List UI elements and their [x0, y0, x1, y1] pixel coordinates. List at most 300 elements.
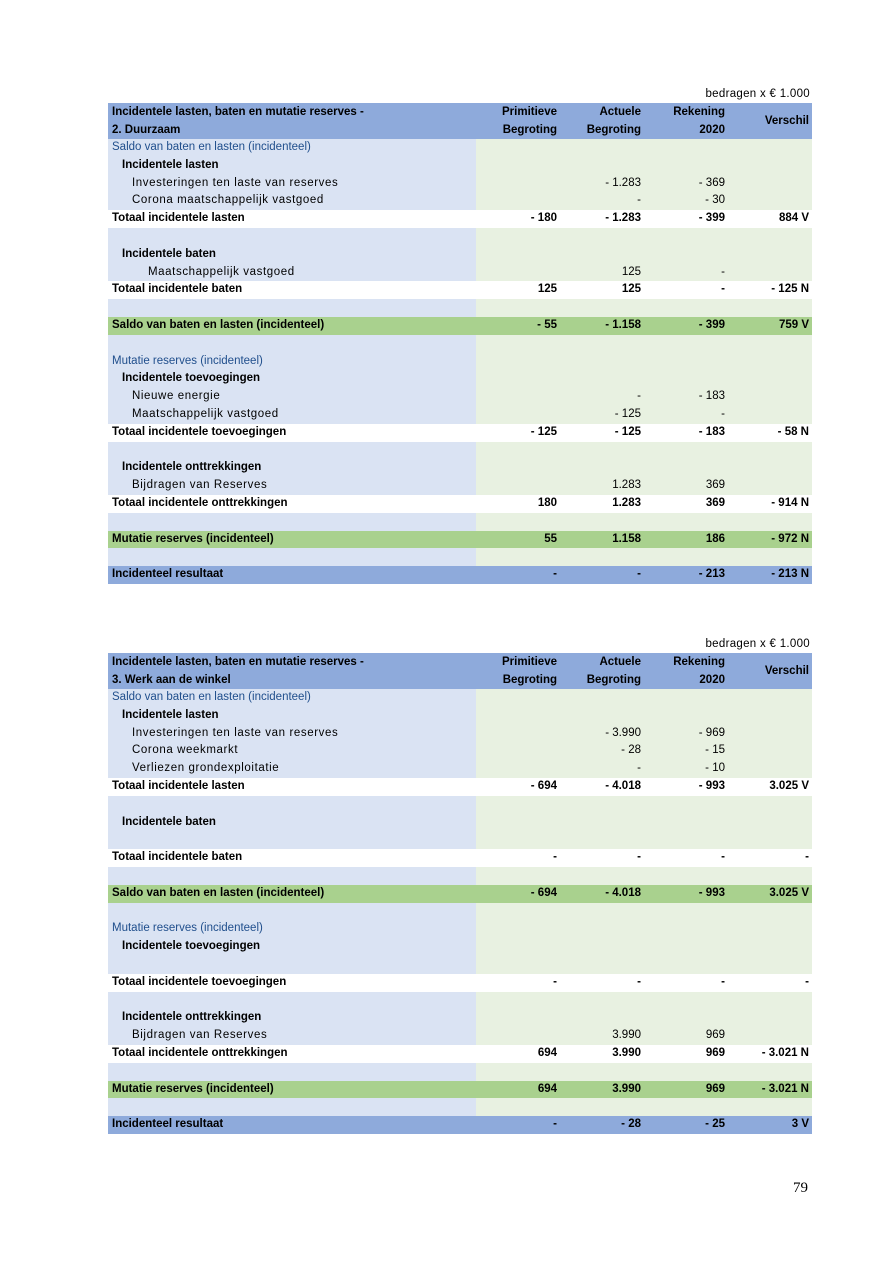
cell-verschil: 884 V: [728, 210, 812, 228]
spacer-row: [108, 1098, 812, 1116]
cell-rekening: -: [644, 281, 728, 299]
cell-rekening: - 25: [644, 1116, 728, 1134]
cell-rekening: 969: [644, 1081, 728, 1099]
cell-primitieve: [476, 956, 560, 974]
cell-rekening: [644, 353, 728, 371]
row-label: Maatschappelijk vastgoed: [108, 264, 476, 282]
cell-actuele: 3.990: [560, 1081, 644, 1099]
cell-rekening: [644, 1098, 728, 1116]
spacer-row: [108, 956, 812, 974]
cell-verschil: 3 V: [728, 1116, 812, 1134]
cell-primitieve: [476, 388, 560, 406]
cell-primitieve: 55: [476, 531, 560, 549]
cell-primitieve: [476, 192, 560, 210]
cell-rekening: - 399: [644, 317, 728, 335]
cell-actuele: [560, 903, 644, 921]
row-label: [108, 1063, 476, 1081]
cell-primitieve: [476, 903, 560, 921]
cell-rekening: [644, 956, 728, 974]
cell-primitieve: - 694: [476, 778, 560, 796]
cell-verschil: [728, 175, 812, 193]
cell-rekening: - 15: [644, 742, 728, 760]
row-label: [108, 867, 476, 885]
row-label: Maatschappelijk vastgoed: [108, 406, 476, 424]
row-label: Incidentele onttrekkingen: [108, 459, 476, 477]
cell-primitieve: - 125: [476, 424, 560, 442]
cell-actuele: [560, 831, 644, 849]
row-label: Totaal incidentele lasten: [108, 210, 476, 228]
cell-rekening: 369: [644, 477, 728, 495]
cell-primitieve: [476, 175, 560, 193]
row-label: Verliezen grondexploitatie: [108, 760, 476, 778]
row-label: Mutatie reserves (incidenteel): [108, 531, 476, 549]
header-title: Incidentele lasten, baten en mutatie reserves - 2. Duurzaam: [108, 103, 476, 139]
row-label: [108, 903, 476, 921]
cell-rekening: [644, 370, 728, 388]
table-werk-aan-de-winkel: [108, 653, 812, 1134]
cell-primitieve: [476, 459, 560, 477]
cell-primitieve: [476, 796, 560, 814]
row-label: [108, 335, 476, 353]
row-label: Saldo van baten en lasten (incidenteel): [108, 317, 476, 335]
cell-verschil: -: [728, 849, 812, 867]
cell-rekening: [644, 707, 728, 725]
row-label: Corona maatschappelijk vastgoed: [108, 192, 476, 210]
spacer-row: [108, 442, 812, 460]
cell-actuele: - 28: [560, 742, 644, 760]
row-label: [108, 992, 476, 1010]
row-label: Incidentele baten: [108, 246, 476, 264]
cell-verschil: [728, 513, 812, 531]
cell-actuele: [560, 1063, 644, 1081]
cell-verschil: - 972 N: [728, 531, 812, 549]
cell-actuele: [560, 157, 644, 175]
row-label: [108, 228, 476, 246]
cell-actuele: -: [560, 566, 644, 584]
cell-primitieve: [476, 992, 560, 1010]
cell-actuele: 3.990: [560, 1027, 644, 1045]
header-col-rekening: Rekening 2020: [644, 653, 728, 689]
cell-rekening: [644, 335, 728, 353]
cell-actuele: [560, 867, 644, 885]
cell-verschil: [728, 956, 812, 974]
cell-actuele: [560, 353, 644, 371]
table-row: [108, 477, 812, 495]
cell-actuele: - 125: [560, 406, 644, 424]
cell-verschil: [728, 459, 812, 477]
row-label: Saldo van baten en lasten (incidenteel): [108, 139, 476, 157]
cell-primitieve: [476, 725, 560, 743]
header-title: Incidentele lasten, baten en mutatie reserves - 3. Werk aan de winkel: [108, 653, 476, 689]
cell-actuele: 125: [560, 264, 644, 282]
row-label: Corona weekmarkt: [108, 742, 476, 760]
table-row: [108, 707, 812, 725]
table-row: [108, 778, 812, 796]
table-row: [108, 264, 812, 282]
cell-primitieve: [476, 442, 560, 460]
cell-rekening: [644, 867, 728, 885]
table-row: [108, 1045, 812, 1063]
cell-rekening: [644, 920, 728, 938]
cell-primitieve: [476, 264, 560, 282]
cell-rekening: [644, 992, 728, 1010]
cell-rekening: [644, 1009, 728, 1027]
cell-verschil: [728, 246, 812, 264]
table-row: [108, 1027, 812, 1045]
cell-rekening: [644, 689, 728, 707]
cell-actuele: 1.283: [560, 477, 644, 495]
cell-primitieve: [476, 513, 560, 531]
cell-rekening: 969: [644, 1027, 728, 1045]
table-row: [108, 317, 812, 335]
cell-verschil: 3.025 V: [728, 885, 812, 903]
cell-primitieve: [476, 246, 560, 264]
cell-verschil: - 3.021 N: [728, 1081, 812, 1099]
cell-primitieve: - 55: [476, 317, 560, 335]
cell-verschil: [728, 353, 812, 371]
cell-actuele: -: [560, 388, 644, 406]
cell-actuele: [560, 814, 644, 832]
cell-primitieve: [476, 139, 560, 157]
cell-verschil: [728, 139, 812, 157]
cell-actuele: [560, 956, 644, 974]
table-row: [108, 938, 812, 956]
row-label: Nieuwe energie: [108, 388, 476, 406]
cell-verschil: [728, 228, 812, 246]
cell-rekening: [644, 139, 728, 157]
row-label: Saldo van baten en lasten (incidenteel): [108, 689, 476, 707]
row-label: [108, 831, 476, 849]
cell-primitieve: [476, 814, 560, 832]
header-col-rekening: Rekening 2020: [644, 103, 728, 139]
table-row: [108, 531, 812, 549]
cell-rekening: -: [644, 974, 728, 992]
table-row: [108, 281, 812, 299]
table-row: [108, 370, 812, 388]
cell-rekening: [644, 548, 728, 566]
cell-verschil: - 3.021 N: [728, 1045, 812, 1063]
cell-primitieve: 180: [476, 495, 560, 513]
row-label: [108, 442, 476, 460]
cell-rekening: - 369: [644, 175, 728, 193]
cell-primitieve: [476, 920, 560, 938]
cell-rekening: - 969: [644, 725, 728, 743]
table-header: [108, 653, 812, 689]
cell-actuele: - 1.283: [560, 175, 644, 193]
cell-verschil: [728, 707, 812, 725]
cell-actuele: -: [560, 760, 644, 778]
cell-primitieve: [476, 228, 560, 246]
cell-verschil: [728, 938, 812, 956]
row-label: [108, 1098, 476, 1116]
cell-actuele: - 28: [560, 1116, 644, 1134]
spacer-row: [108, 992, 812, 1010]
cell-verschil: - 914 N: [728, 495, 812, 513]
cell-actuele: -: [560, 974, 644, 992]
cell-actuele: [560, 246, 644, 264]
cell-actuele: [560, 548, 644, 566]
cell-rekening: - 30: [644, 192, 728, 210]
cell-verschil: [728, 796, 812, 814]
table-row: [108, 495, 812, 513]
cell-rekening: - 993: [644, 885, 728, 903]
row-label: Mutatie reserves (incidenteel): [108, 353, 476, 371]
spacer-row: [108, 796, 812, 814]
cell-verschil: [728, 689, 812, 707]
cell-primitieve: -: [476, 974, 560, 992]
cell-rekening: 969: [644, 1045, 728, 1063]
row-label: [108, 513, 476, 531]
row-label: [108, 548, 476, 566]
cell-primitieve: [476, 1027, 560, 1045]
spacer-row: [108, 867, 812, 885]
cell-primitieve: [476, 1009, 560, 1027]
row-label: Totaal incidentele baten: [108, 281, 476, 299]
header-col-verschil: Verschil: [728, 653, 812, 689]
cell-rekening: [644, 228, 728, 246]
row-label: Totaal incidentele lasten: [108, 778, 476, 796]
row-label: Saldo van baten en lasten (incidenteel): [108, 885, 476, 903]
cell-verschil: [728, 725, 812, 743]
cell-rekening: [644, 1063, 728, 1081]
row-label: [108, 796, 476, 814]
cell-actuele: [560, 992, 644, 1010]
cell-rekening: -: [644, 849, 728, 867]
cell-actuele: [560, 513, 644, 531]
table-row: [108, 920, 812, 938]
table-row: [108, 689, 812, 707]
row-label: Incidentele toevoegingen: [108, 370, 476, 388]
row-label: Incidentele onttrekkingen: [108, 1009, 476, 1027]
cell-verschil: [728, 903, 812, 921]
cell-verschil: [728, 299, 812, 317]
cell-rekening: [644, 903, 728, 921]
spacer-row: [108, 1063, 812, 1081]
cell-primitieve: [476, 370, 560, 388]
table-row: [108, 1116, 812, 1134]
table-row: [108, 388, 812, 406]
cell-rekening: [644, 442, 728, 460]
cell-rekening: - 183: [644, 388, 728, 406]
cell-rekening: 186: [644, 531, 728, 549]
table-row: [108, 814, 812, 832]
cell-actuele: -: [560, 849, 644, 867]
cell-primitieve: [476, 938, 560, 956]
row-label: Investeringen ten laste van reserves: [108, 725, 476, 743]
cell-rekening: [644, 246, 728, 264]
cell-verschil: [728, 1063, 812, 1081]
cell-primitieve: [476, 742, 560, 760]
cell-primitieve: [476, 548, 560, 566]
cell-actuele: - 1.158: [560, 317, 644, 335]
row-label: Incidentele lasten: [108, 157, 476, 175]
cell-verschil: -: [728, 974, 812, 992]
table-row: [108, 566, 812, 584]
row-label: Investeringen ten laste van reserves: [108, 175, 476, 193]
row-label: Incidenteel resultaat: [108, 1116, 476, 1134]
table-row: [108, 353, 812, 371]
cell-actuele: [560, 459, 644, 477]
table-row: [108, 139, 812, 157]
cell-primitieve: [476, 157, 560, 175]
cell-primitieve: [476, 831, 560, 849]
header-col-primitieve: Primitieve Begroting: [476, 653, 560, 689]
cell-actuele: 1.158: [560, 531, 644, 549]
cell-primitieve: [476, 760, 560, 778]
row-label: Incidenteel resultaat: [108, 566, 476, 584]
row-label: [108, 299, 476, 317]
cell-actuele: - 4.018: [560, 885, 644, 903]
page-number: 79: [793, 1180, 808, 1196]
cell-rekening: 369: [644, 495, 728, 513]
cell-verschil: [728, 742, 812, 760]
spacer-row: [108, 513, 812, 531]
cell-rekening: [644, 938, 728, 956]
cell-rekening: -: [644, 406, 728, 424]
cell-actuele: [560, 707, 644, 725]
cell-verschil: [728, 477, 812, 495]
row-label: Mutatie reserves (incidenteel): [108, 920, 476, 938]
table-row: [108, 725, 812, 743]
table-row: [108, 760, 812, 778]
cell-primitieve: [476, 1098, 560, 1116]
cell-actuele: 125: [560, 281, 644, 299]
header-col-verschil: Verschil: [728, 103, 812, 139]
row-label: Totaal incidentele baten: [108, 849, 476, 867]
table-header: [108, 103, 812, 139]
cell-primitieve: [476, 406, 560, 424]
header-col-primitieve: Primitieve Begroting: [476, 103, 560, 139]
cell-primitieve: -: [476, 1116, 560, 1134]
table-row: [108, 157, 812, 175]
header-col-actuele: Actuele Begroting: [560, 653, 644, 689]
table-row: [108, 246, 812, 264]
spacer-row: [108, 903, 812, 921]
unit-label-1: bedragen x € 1.000: [705, 88, 810, 100]
cell-actuele: [560, 335, 644, 353]
cell-actuele: - 4.018: [560, 778, 644, 796]
cell-primitieve: [476, 299, 560, 317]
cell-verschil: [728, 548, 812, 566]
table-row: [108, 885, 812, 903]
spacer-row: [108, 228, 812, 246]
cell-primitieve: 694: [476, 1081, 560, 1099]
unit-label-2: bedragen x € 1.000: [705, 638, 810, 650]
spacer-row: [108, 548, 812, 566]
cell-verschil: [728, 442, 812, 460]
cell-verschil: [728, 1098, 812, 1116]
cell-actuele: [560, 228, 644, 246]
cell-primitieve: - 180: [476, 210, 560, 228]
cell-actuele: [560, 370, 644, 388]
cell-actuele: [560, 299, 644, 317]
cell-primitieve: 694: [476, 1045, 560, 1063]
row-label: Mutatie reserves (incidenteel): [108, 1081, 476, 1099]
table-row: [108, 459, 812, 477]
cell-primitieve: [476, 353, 560, 371]
table-row: [108, 424, 812, 442]
table-row: [108, 974, 812, 992]
cell-actuele: - 125: [560, 424, 644, 442]
cell-actuele: - 3.990: [560, 725, 644, 743]
cell-rekening: - 183: [644, 424, 728, 442]
table-row: [108, 210, 812, 228]
row-label: Totaal incidentele onttrekkingen: [108, 495, 476, 513]
spacer-row: [108, 299, 812, 317]
cell-actuele: - 1.283: [560, 210, 644, 228]
cell-verschil: [728, 406, 812, 424]
cell-verschil: [728, 831, 812, 849]
cell-verschil: [728, 760, 812, 778]
table-row: [108, 1009, 812, 1027]
spacer-row: [108, 831, 812, 849]
table-row: [108, 192, 812, 210]
row-label: [108, 956, 476, 974]
table-row: [108, 175, 812, 193]
cell-verschil: 759 V: [728, 317, 812, 335]
cell-rekening: [644, 831, 728, 849]
cell-actuele: [560, 442, 644, 460]
cell-actuele: [560, 920, 644, 938]
cell-rekening: [644, 299, 728, 317]
cell-primitieve: [476, 1063, 560, 1081]
cell-primitieve: [476, 477, 560, 495]
cell-verschil: [728, 370, 812, 388]
row-label: Bijdragen van Reserves: [108, 477, 476, 495]
header-col-actuele: Actuele Begroting: [560, 103, 644, 139]
row-label: Totaal incidentele toevoegingen: [108, 424, 476, 442]
cell-rekening: [644, 459, 728, 477]
cell-verschil: [728, 867, 812, 885]
row-label: Incidentele baten: [108, 814, 476, 832]
table-row: [108, 406, 812, 424]
cell-verschil: [728, 335, 812, 353]
cell-actuele: 3.990: [560, 1045, 644, 1063]
cell-actuele: 1.283: [560, 495, 644, 513]
cell-actuele: [560, 689, 644, 707]
table-duurzaam: [108, 103, 812, 584]
cell-verschil: - 58 N: [728, 424, 812, 442]
cell-verschil: [728, 157, 812, 175]
table-row: [108, 742, 812, 760]
cell-actuele: [560, 1098, 644, 1116]
cell-rekening: - 10: [644, 760, 728, 778]
cell-verschil: [728, 264, 812, 282]
cell-primitieve: [476, 689, 560, 707]
cell-verschil: [728, 814, 812, 832]
cell-verschil: 3.025 V: [728, 778, 812, 796]
cell-rekening: [644, 157, 728, 175]
cell-verschil: [728, 992, 812, 1010]
cell-actuele: [560, 1009, 644, 1027]
cell-verschil: [728, 1009, 812, 1027]
cell-rekening: - 993: [644, 778, 728, 796]
cell-rekening: [644, 814, 728, 832]
cell-verschil: [728, 920, 812, 938]
row-label: Incidentele lasten: [108, 707, 476, 725]
cell-verschil: [728, 192, 812, 210]
cell-verschil: - 213 N: [728, 566, 812, 584]
cell-actuele: [560, 796, 644, 814]
row-label: Totaal incidentele toevoegingen: [108, 974, 476, 992]
cell-rekening: [644, 513, 728, 531]
cell-verschil: [728, 1027, 812, 1045]
cell-actuele: -: [560, 192, 644, 210]
cell-actuele: [560, 938, 644, 956]
cell-primitieve: [476, 867, 560, 885]
spacer-row: [108, 335, 812, 353]
cell-primitieve: - 694: [476, 885, 560, 903]
